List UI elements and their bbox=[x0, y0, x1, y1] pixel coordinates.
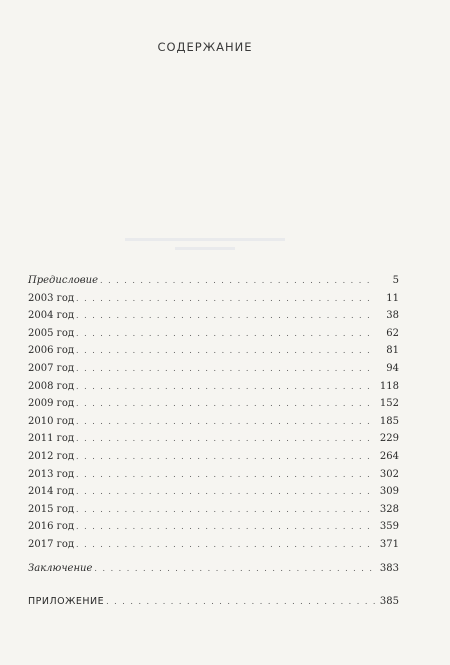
dot-leader bbox=[76, 325, 375, 343]
toc-entry-label: 2004 год bbox=[28, 310, 75, 322]
dot-leader bbox=[76, 448, 375, 466]
page-title: СОДЕРЖАНИЕ bbox=[157, 40, 253, 54]
dot-leader bbox=[76, 342, 375, 360]
toc-entry[interactable] bbox=[28, 325, 399, 343]
dot-leader bbox=[76, 290, 375, 308]
dot-leader bbox=[76, 378, 375, 396]
toc-entry-page-number: 359 bbox=[379, 521, 399, 533]
toc-entry-label: 2006 год bbox=[28, 345, 75, 357]
dot-leader bbox=[76, 395, 375, 413]
toc-entry-label: 2010 год bbox=[28, 415, 75, 427]
toc-entry[interactable] bbox=[28, 307, 399, 325]
bleed-through-imprint bbox=[0, 232, 410, 262]
dot-leader bbox=[94, 560, 375, 578]
toc-entry[interactable] bbox=[28, 560, 399, 578]
toc-entry[interactable] bbox=[28, 290, 399, 308]
dot-leader bbox=[76, 536, 375, 554]
appendix-label: ПРИЛОЖЕНИЕ bbox=[28, 596, 105, 608]
toc-entry-page-number: 309 bbox=[379, 486, 399, 498]
toc-entry-label: 2009 год bbox=[28, 398, 75, 410]
toc-entry-label: Заключение bbox=[28, 562, 93, 574]
toc-entry-page-number: 152 bbox=[379, 398, 399, 410]
dot-leader bbox=[76, 360, 375, 378]
toc-spacer bbox=[28, 577, 399, 593]
dot-leader bbox=[76, 501, 375, 519]
toc-entry-page-number: 118 bbox=[379, 380, 399, 392]
toc-entry[interactable] bbox=[28, 413, 399, 431]
toc-entry[interactable] bbox=[28, 360, 399, 378]
toc-entry-appendix[interactable] bbox=[28, 593, 399, 611]
dot-leader bbox=[100, 272, 375, 290]
bleed-through-shape bbox=[115, 232, 295, 256]
toc-entry-page-number: 383 bbox=[379, 562, 399, 574]
dot-leader bbox=[76, 483, 375, 501]
toc-entry-page-number: 185 bbox=[379, 415, 399, 427]
toc-entry-label: 2011 год bbox=[28, 433, 75, 445]
toc-entry-page-number: 328 bbox=[379, 503, 399, 515]
toc-entry[interactable] bbox=[28, 466, 399, 484]
toc-entry[interactable] bbox=[28, 378, 399, 396]
dot-leader bbox=[76, 430, 375, 448]
dot-leader bbox=[76, 518, 375, 536]
table-of-contents bbox=[28, 272, 399, 611]
toc-entry[interactable] bbox=[28, 536, 399, 554]
toc-entry[interactable] bbox=[28, 518, 399, 536]
toc-entry-label: 2007 год bbox=[28, 362, 75, 374]
appendix-page-number: 385 bbox=[379, 596, 399, 608]
toc-entry-page-number: 62 bbox=[386, 327, 399, 339]
dot-leader bbox=[76, 307, 375, 325]
toc-entry-page-number: 302 bbox=[379, 468, 399, 480]
toc-entry-page-number: 5 bbox=[392, 275, 399, 286]
toc-entry-label: 2017 год bbox=[28, 538, 75, 550]
toc-entry-label: 2005 год bbox=[28, 327, 75, 339]
toc-entry[interactable] bbox=[28, 483, 399, 501]
dot-leader bbox=[76, 466, 375, 484]
toc-entry[interactable] bbox=[28, 501, 399, 519]
toc-entry-page-number: 94 bbox=[386, 362, 399, 374]
toc-entry[interactable] bbox=[28, 342, 399, 360]
toc-entry-page-number: 81 bbox=[386, 345, 399, 357]
toc-entry-page-number: 11 bbox=[386, 292, 399, 304]
dot-leader bbox=[106, 593, 375, 611]
dot-leader bbox=[76, 413, 375, 431]
toc-entry-label: 2014 год bbox=[28, 486, 75, 498]
toc-entry-label: 2016 год bbox=[28, 521, 75, 533]
toc-entry-page-number: 264 bbox=[379, 450, 399, 462]
toc-entry-label: 2003 год bbox=[28, 292, 75, 304]
toc-entry-label: Предисловие bbox=[28, 275, 98, 286]
toc-entry-label: 2008 год bbox=[28, 380, 75, 392]
toc-entry[interactable] bbox=[28, 395, 399, 413]
toc-entry-page-number: 229 bbox=[379, 433, 399, 445]
toc-entry-label: 2015 год bbox=[28, 503, 75, 515]
toc-entry-page-number: 38 bbox=[386, 310, 399, 322]
toc-entry[interactable] bbox=[28, 448, 399, 466]
toc-entry[interactable] bbox=[28, 272, 399, 290]
toc-entry-label: 2012 год bbox=[28, 450, 75, 462]
toc-entry-page-number: 371 bbox=[379, 538, 399, 550]
toc-entry[interactable] bbox=[28, 430, 399, 448]
toc-entry-label: 2013 год bbox=[28, 468, 75, 480]
